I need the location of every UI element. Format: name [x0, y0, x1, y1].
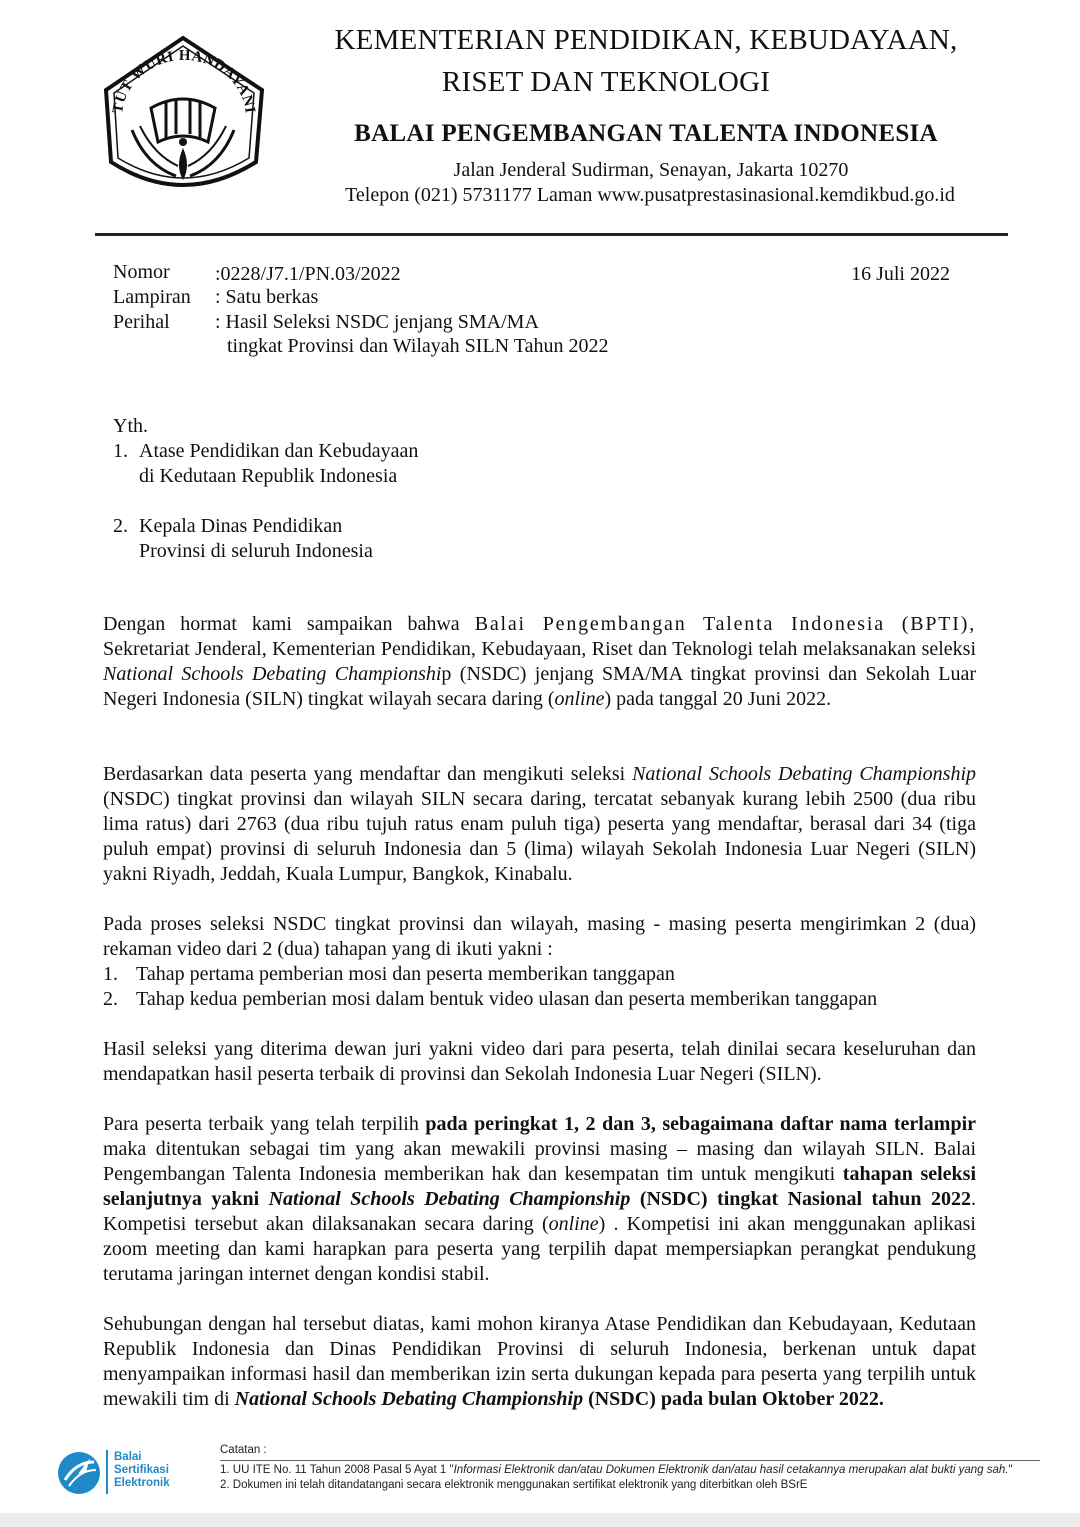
footer-note-1: 1. UU ITE No. 11 Tahun 2008 Pasal 5 Ayat 1 "Informasi Elektronik dan/atau Dokumen Elektronik dan/atau hasil cetakannya merupakan alat bukti yang sah." — [220, 1464, 1013, 1476]
logo-motto: TUT WURI HANDAYANI — [110, 47, 258, 115]
paragraph-3: Pada proses seleksi NSDC tingkat provinsi dan wilayah, masing - masing peserta mengirimkan 2 (dua) rekaman video dari 2 (dua) tahapan yang di ikuti yakni : — [103, 913, 976, 960]
perihal-value-line1: : Hasil Seleksi NSDC jenjang SMA/MA — [215, 311, 539, 333]
nomor-value: :0228/J7.1/PN.03/2022 — [215, 263, 401, 285]
tut-wuri-handayani-emblem-icon — [96, 30, 271, 200]
lampiran-value: : Satu berkas — [215, 286, 319, 308]
page-bottom-band — [0, 1513, 1080, 1527]
letter-date: 16 Juli 2022 — [851, 263, 950, 285]
ministry-name-line1: KEMENTERIAN PENDIDIKAN, KEBUDAYAAN, — [334, 24, 958, 56]
recipient-2-line2: Provinsi di seluruh Indonesia — [139, 540, 373, 562]
paragraph-6: Sehubungan dengan hal tersebut diatas, kami mohon kiranya Atase Pendidikan dan Kebudayaan, Kedutaan Republik Indonesia dan Dinas Pendidikan Provinsi di seluruh Indonesia, berkenan untuk dapat menyampaikan informasi hasil dan memberikan izin serta dukungan kepada para peserta yang terpilih untuk mewakili tim di National Schools Debating Championship (NSDC) pada bulan Oktober 2022. — [103, 1313, 976, 1410]
institution-address: Jalan Jenderal Sudirman, Senayan, Jakarta 10270 — [453, 159, 849, 181]
bsre-name-line3: Elektronik — [114, 1477, 170, 1489]
catatan-label: Catatan : — [220, 1444, 267, 1456]
bsre-divider — [106, 1450, 108, 1494]
ministry-name-line2: RISET DAN TEKNOLOGI — [441, 66, 771, 98]
bsre-logo-icon — [56, 1450, 102, 1496]
footer-divider — [220, 1460, 1040, 1461]
letterhead-divider-thick — [95, 233, 1008, 236]
paragraph-2: Berdasarkan data peserta yang mendaftar dan mengikuti seleksi National Schools Debating Championship (NSDC) tingkat provinsi dan wilayah SILN secara daring, tercatat sebanyak kurang lebih 2500 (dua ribu lima ratus) dari 2763 (dua ribu tujuh ratus enam puluh tiga) peserta yang mendaftar, berasal dari 34 (tiga puluh empat) provinsi di seluruh Indonesia dan 5 (lima) wilayah Sekolah Indonesia Luar Negeri (SILN) yakni Riyadh, Jeddah, Kuala Lumpur, Bangkok, Kinabalu. — [103, 763, 976, 885]
svg-text:TUT WURI HANDAYANI — [110, 48, 258, 115]
stage-1-text: Tahap pertama pemberian mosi dan peserta memberikan tanggapan — [136, 963, 675, 985]
perihal-label: Perihal — [113, 311, 170, 333]
ministry-logo — [96, 30, 271, 200]
recipient-2-line1: Kepala Dinas Pendidikan — [139, 515, 343, 537]
recipient-1-line2: di Kedutaan Republik Indonesia — [139, 465, 398, 487]
footer-note-2: 2. Dokumen ini telah ditandatangani secara elektronik menggunakan sertifikat elektronik yang diterbitkan oleh BSrE — [220, 1479, 808, 1491]
stage-1-number: 1. — [103, 963, 118, 985]
stage-2-text: Tahap kedua pemberian mosi dalam bentuk video ulasan dan peserta memberikan tanggapan — [136, 988, 878, 1010]
bsre-name-line2: Sertifikasi — [114, 1464, 169, 1476]
paragraph-4: Hasil seleksi yang diterima dewan juri yakni video dari para peserta, telah dinilai secara keseluruhan dan mendapatkan hasil peserta terbaik di provinsi dan Sekolah Indonesia Luar Negeri (SILN). — [103, 1038, 976, 1085]
paragraph-5: Para peserta terbaik yang telah terpilih pada peringkat 1, 2 dan 3, sebagaimana daftar nama terlampir maka ditentukan sebagai tim yang akan mewakili provinsi masing – masing dan wilayah SILN. Balai Pengembangan Talenta Indonesia memberikan hak dan kesempatan tim untuk mengikuti tahapan seleksi selanjutnya yakni National Schools Debating Championship (NSDC) tingkat Nasional tahun 2022. Kompetisi tersebut akan dilaksanakan secara daring (online) . Kompetisi ini akan menggunakan aplikasi zoom meeting dan kami harapkan para peserta yang terpilih dapat mempersiapkan perangkat pendukung terutama jaringan internet dengan kondisi stabil. — [103, 1113, 977, 1285]
institution-name: BALAI PENGEMBANGAN TALENTA INDONESIA — [354, 120, 938, 147]
recipient-2-number: 2. — [113, 515, 128, 537]
salutation: Yth. — [113, 415, 148, 437]
bsre-name-line1: Balai — [114, 1451, 142, 1463]
recipient-1-line1: Atase Pendidikan dan Kebudayaan — [139, 440, 419, 462]
nomor-label: Nomor — [113, 261, 170, 283]
institution-contact: Telepon (021) 5731177 Laman www.pusatprestasinasional.kemdikbud.go.id — [345, 184, 955, 206]
paragraph-1: Dengan hormat kami sampaikan bahwa Balai Pengembangan Talenta Indonesia (BPTI), Sekretariat Jenderal, Kementerian Pendidikan, Kebudayaan, Riset dan Teknologi telah melaksanakan seleksi National Schools Debating Championship (NSDC) jenjang SMA/MA tingkat provinsi dan Sekolah Luar Negeri Indonesia (SILN) tingkat wilayah secara daring (online) pada tanggal 20 Juni 2022. — [103, 613, 977, 710]
stage-2-number: 2. — [103, 988, 118, 1010]
lampiran-label: Lampiran — [113, 286, 191, 308]
perihal-value-line2: tingkat Provinsi dan Wilayah SILN Tahun 2022 — [227, 335, 609, 357]
recipient-1-number: 1. — [113, 440, 128, 462]
bsre-logo — [56, 1448, 206, 1498]
